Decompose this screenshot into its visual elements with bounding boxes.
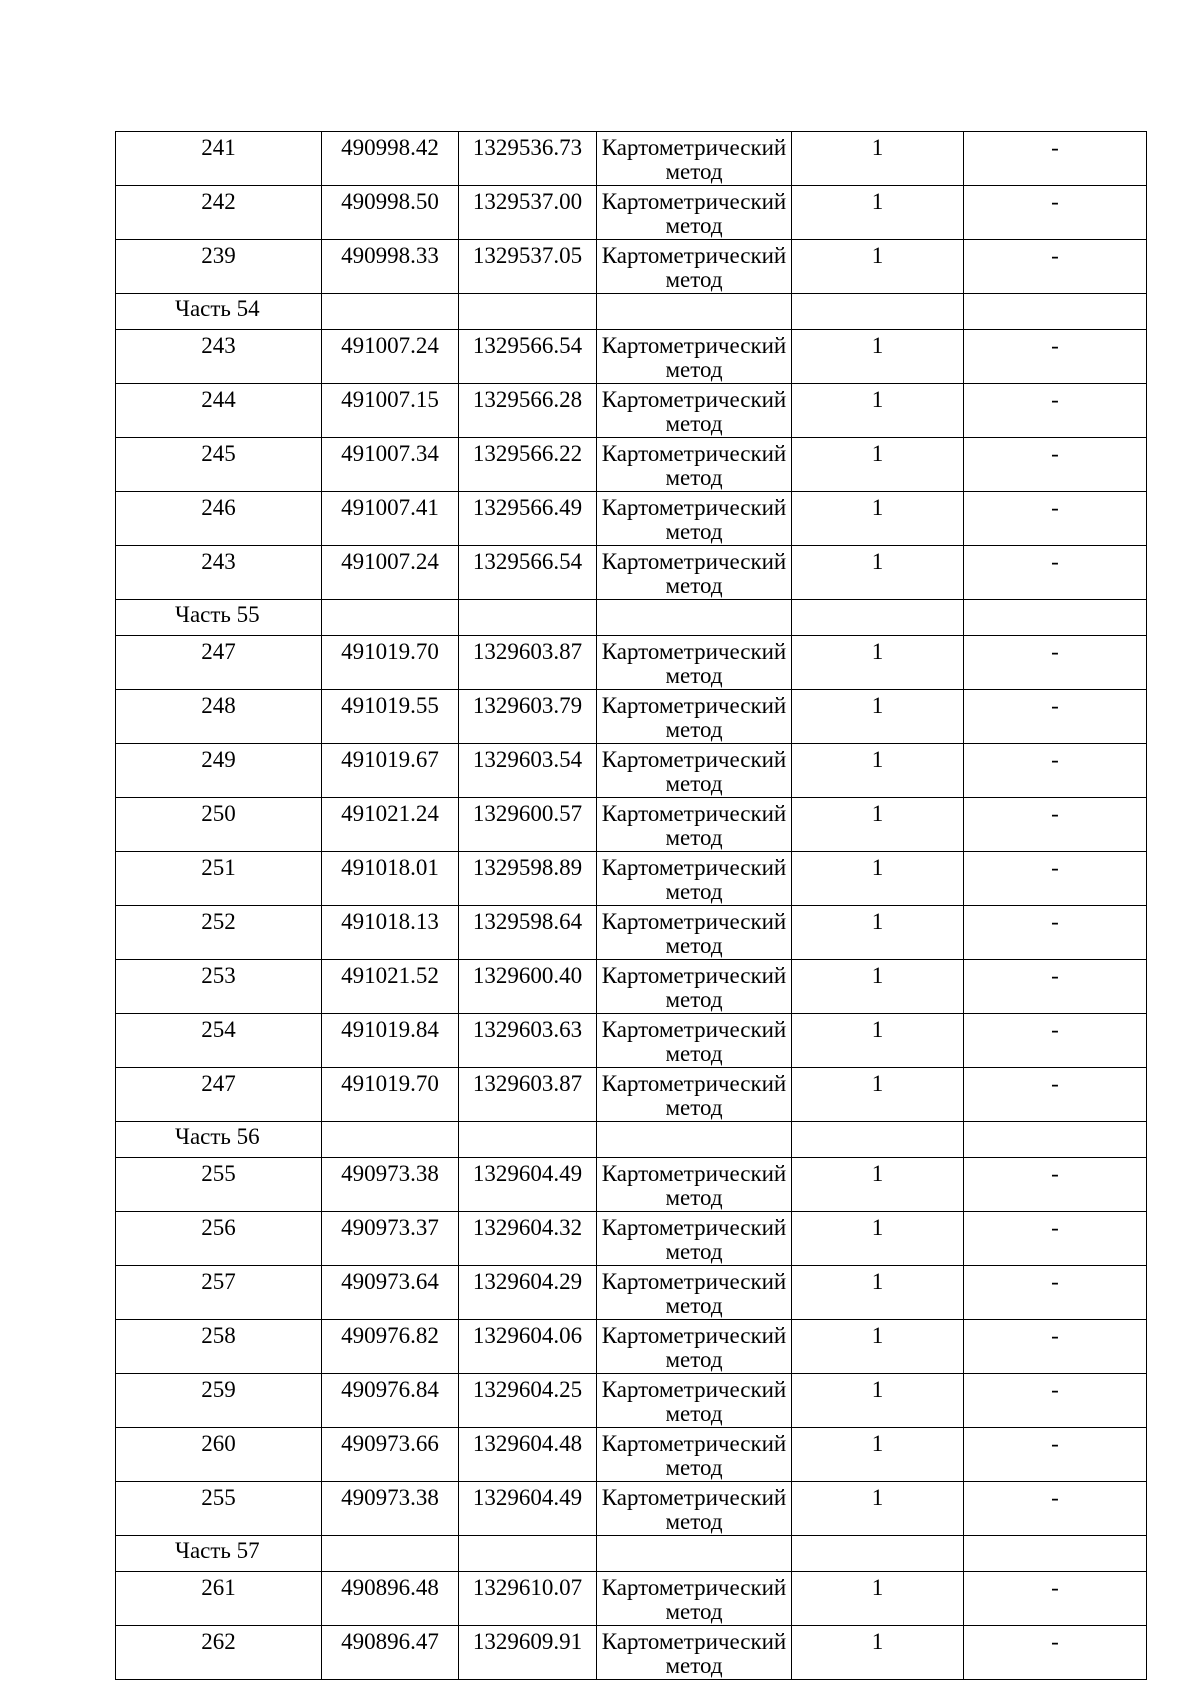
method-line-2: метод	[665, 267, 723, 292]
coordinate-x: 490973.38	[322, 1158, 459, 1212]
method-line-1: Картометрический	[601, 333, 787, 358]
coordinate-y: 1329610.07	[459, 1572, 597, 1626]
note-value: -	[964, 186, 1147, 240]
point-number: 258	[116, 1320, 322, 1374]
point-number: 243	[116, 546, 322, 600]
table-row	[116, 132, 1147, 186]
part-label: Часть 55	[116, 600, 322, 636]
method-cell	[597, 330, 792, 384]
point-number: 249	[116, 744, 322, 798]
point-number: 257	[116, 1266, 322, 1320]
method-line-1: Картометрический	[601, 135, 787, 160]
part-label: Часть 54	[116, 294, 322, 330]
point-number: 252	[116, 906, 322, 960]
table-row	[116, 1158, 1147, 1212]
coordinate-x: 490998.50	[322, 186, 459, 240]
accuracy-value: 1	[792, 1428, 964, 1482]
coordinate-y: 1329604.32	[459, 1212, 597, 1266]
method-line-1: Картометрический	[601, 1377, 787, 1402]
point-number: 247	[116, 636, 322, 690]
table-row	[116, 1320, 1147, 1374]
accuracy-value: 1	[792, 1626, 964, 1680]
coordinate-x: 491007.24	[322, 330, 459, 384]
method-cell	[597, 240, 792, 294]
note-value: -	[964, 1014, 1147, 1068]
method-line-1: Картометрический	[601, 1215, 787, 1240]
empty-cell	[459, 294, 597, 330]
empty-cell	[597, 600, 792, 636]
table-row	[116, 1626, 1147, 1680]
table-row	[116, 744, 1147, 798]
method-cell	[597, 1212, 792, 1266]
point-number: 261	[116, 1572, 322, 1626]
note-value: -	[964, 1572, 1147, 1626]
coordinate-x: 491018.13	[322, 906, 459, 960]
note-value: -	[964, 1068, 1147, 1122]
coordinate-y: 1329537.00	[459, 186, 597, 240]
coordinate-x: 490976.82	[322, 1320, 459, 1374]
coordinate-y: 1329604.29	[459, 1266, 597, 1320]
note-value: -	[964, 798, 1147, 852]
table-row	[116, 330, 1147, 384]
method-line-1: Картометрический	[601, 639, 787, 664]
method-line-1: Картометрический	[601, 441, 787, 466]
point-number: 248	[116, 690, 322, 744]
coordinate-x: 491007.41	[322, 492, 459, 546]
method-cell	[597, 852, 792, 906]
table-row	[116, 1482, 1147, 1536]
method-cell	[597, 1428, 792, 1482]
coordinate-x: 491007.34	[322, 438, 459, 492]
coordinate-y: 1329600.40	[459, 960, 597, 1014]
method-line-1: Картометрический	[601, 1161, 787, 1186]
point-number: 242	[116, 186, 322, 240]
empty-cell	[792, 600, 964, 636]
table-row	[116, 852, 1147, 906]
method-line-1: Картометрический	[601, 1017, 787, 1042]
method-line-1: Картометрический	[601, 1629, 787, 1654]
part-header-row	[116, 294, 1147, 330]
empty-cell	[792, 1536, 964, 1572]
method-cell	[597, 1572, 792, 1626]
coordinates-table-body	[116, 132, 1147, 1680]
part-label: Часть 57	[116, 1536, 322, 1572]
empty-cell	[322, 1122, 459, 1158]
coordinate-x: 490896.48	[322, 1572, 459, 1626]
method-cell	[597, 1626, 792, 1680]
note-value: -	[964, 1374, 1147, 1428]
method-line-1: Картометрический	[601, 1485, 787, 1510]
empty-cell	[792, 294, 964, 330]
empty-cell	[459, 600, 597, 636]
method-line-2: метод	[665, 1599, 723, 1624]
method-cell	[597, 798, 792, 852]
empty-cell	[322, 600, 459, 636]
coordinate-x: 491021.52	[322, 960, 459, 1014]
point-number: 245	[116, 438, 322, 492]
method-cell	[597, 132, 792, 186]
accuracy-value: 1	[792, 1572, 964, 1626]
method-line-1: Картометрический	[601, 963, 787, 988]
accuracy-value: 1	[792, 438, 964, 492]
method-line-2: метод	[665, 519, 723, 544]
method-cell	[597, 384, 792, 438]
note-value: -	[964, 636, 1147, 690]
coordinate-y: 1329566.22	[459, 438, 597, 492]
accuracy-value: 1	[792, 852, 964, 906]
method-line-1: Картометрический	[601, 549, 787, 574]
table-row	[116, 1266, 1147, 1320]
method-line-2: метод	[665, 159, 723, 184]
method-line-1: Картометрический	[601, 387, 787, 412]
point-number: 254	[116, 1014, 322, 1068]
method-cell	[597, 546, 792, 600]
coordinate-y: 1329598.64	[459, 906, 597, 960]
method-line-2: метод	[665, 879, 723, 904]
method-cell	[597, 1320, 792, 1374]
table-row	[116, 1428, 1147, 1482]
note-value: -	[964, 1266, 1147, 1320]
method-line-1: Картометрический	[601, 1431, 787, 1456]
coordinate-x: 490973.66	[322, 1428, 459, 1482]
coordinate-x: 491018.01	[322, 852, 459, 906]
coordinate-y: 1329603.63	[459, 1014, 597, 1068]
part-label: Часть 56	[116, 1122, 322, 1158]
method-cell	[597, 186, 792, 240]
empty-cell	[964, 1122, 1147, 1158]
accuracy-value: 1	[792, 492, 964, 546]
table-row	[116, 546, 1147, 600]
method-line-1: Картометрический	[601, 1071, 787, 1096]
method-cell	[597, 492, 792, 546]
method-line-1: Картометрический	[601, 243, 787, 268]
coordinate-x: 490973.37	[322, 1212, 459, 1266]
accuracy-value: 1	[792, 1266, 964, 1320]
coordinate-x: 491019.84	[322, 1014, 459, 1068]
accuracy-value: 1	[792, 1014, 964, 1068]
table-row	[116, 960, 1147, 1014]
coordinate-y: 1329603.87	[459, 636, 597, 690]
method-cell	[597, 906, 792, 960]
coordinate-y: 1329604.06	[459, 1320, 597, 1374]
method-line-2: метод	[665, 1041, 723, 1066]
note-value: -	[964, 492, 1147, 546]
coordinate-y: 1329604.48	[459, 1428, 597, 1482]
coordinate-y: 1329604.49	[459, 1482, 597, 1536]
coordinate-y: 1329566.54	[459, 330, 597, 384]
coordinate-x: 490976.84	[322, 1374, 459, 1428]
point-number: 243	[116, 330, 322, 384]
part-header-row	[116, 600, 1147, 636]
method-cell	[597, 1158, 792, 1212]
point-number: 241	[116, 132, 322, 186]
accuracy-value: 1	[792, 132, 964, 186]
method-line-1: Картометрический	[601, 1269, 787, 1294]
part-header-row	[116, 1122, 1147, 1158]
coordinate-y: 1329604.25	[459, 1374, 597, 1428]
coordinate-x: 490896.47	[322, 1626, 459, 1680]
empty-cell	[792, 1122, 964, 1158]
note-value: -	[964, 960, 1147, 1014]
note-value: -	[964, 1212, 1147, 1266]
note-value: -	[964, 546, 1147, 600]
part-header-row	[116, 1536, 1147, 1572]
method-cell	[597, 438, 792, 492]
coordinate-y: 1329609.91	[459, 1626, 597, 1680]
accuracy-value: 1	[792, 1212, 964, 1266]
table-row	[116, 1212, 1147, 1266]
accuracy-value: 1	[792, 690, 964, 744]
coordinate-y: 1329566.54	[459, 546, 597, 600]
coordinate-x: 490998.42	[322, 132, 459, 186]
coordinate-y: 1329537.05	[459, 240, 597, 294]
method-line-2: метод	[665, 1293, 723, 1318]
point-number: 251	[116, 852, 322, 906]
coordinate-x: 491007.15	[322, 384, 459, 438]
method-line-2: метод	[665, 1239, 723, 1264]
point-number: 246	[116, 492, 322, 546]
method-cell	[597, 1482, 792, 1536]
method-line-2: метод	[665, 1401, 723, 1426]
table-row	[116, 636, 1147, 690]
method-line-2: метод	[665, 1509, 723, 1534]
coordinate-x: 490998.33	[322, 240, 459, 294]
method-cell	[597, 960, 792, 1014]
method-line-2: метод	[665, 213, 723, 238]
empty-cell	[459, 1122, 597, 1158]
method-line-1: Картометрический	[601, 1323, 787, 1348]
accuracy-value: 1	[792, 744, 964, 798]
method-line-1: Картометрический	[601, 747, 787, 772]
note-value: -	[964, 132, 1147, 186]
method-line-1: Картометрический	[601, 801, 787, 826]
method-cell	[597, 690, 792, 744]
method-line-1: Картометрический	[601, 855, 787, 880]
method-line-2: метод	[665, 771, 723, 796]
accuracy-value: 1	[792, 1320, 964, 1374]
note-value: -	[964, 330, 1147, 384]
coordinate-x: 491019.67	[322, 744, 459, 798]
coordinate-x: 490973.64	[322, 1266, 459, 1320]
empty-cell	[322, 294, 459, 330]
table-row	[116, 690, 1147, 744]
note-value: -	[964, 1626, 1147, 1680]
method-line-1: Картометрический	[601, 693, 787, 718]
table-row	[116, 798, 1147, 852]
note-value: -	[964, 1482, 1147, 1536]
coordinate-y: 1329566.28	[459, 384, 597, 438]
coordinate-y: 1329603.79	[459, 690, 597, 744]
method-cell	[597, 636, 792, 690]
coordinate-y: 1329566.49	[459, 492, 597, 546]
table-row	[116, 1572, 1147, 1626]
table-row	[116, 492, 1147, 546]
table-row	[116, 186, 1147, 240]
method-line-2: метод	[665, 717, 723, 742]
accuracy-value: 1	[792, 1158, 964, 1212]
method-line-2: метод	[665, 663, 723, 688]
note-value: -	[964, 1320, 1147, 1374]
note-value: -	[964, 852, 1147, 906]
note-value: -	[964, 744, 1147, 798]
method-line-2: метод	[665, 1185, 723, 1210]
point-number: 255	[116, 1158, 322, 1212]
note-value: -	[964, 906, 1147, 960]
empty-cell	[964, 294, 1147, 330]
method-line-1: Картометрический	[601, 909, 787, 934]
coordinate-x: 490973.38	[322, 1482, 459, 1536]
point-number: 239	[116, 240, 322, 294]
empty-cell	[597, 1536, 792, 1572]
table-row	[116, 240, 1147, 294]
point-number: 262	[116, 1626, 322, 1680]
method-line-2: метод	[665, 357, 723, 382]
method-cell	[597, 1068, 792, 1122]
accuracy-value: 1	[792, 384, 964, 438]
table-row	[116, 1014, 1147, 1068]
empty-cell	[597, 294, 792, 330]
coordinate-x: 491019.55	[322, 690, 459, 744]
coordinate-x: 491007.24	[322, 546, 459, 600]
coordinate-y: 1329536.73	[459, 132, 597, 186]
method-cell	[597, 1266, 792, 1320]
coordinate-y: 1329603.54	[459, 744, 597, 798]
method-line-2: метод	[665, 987, 723, 1012]
note-value: -	[964, 1158, 1147, 1212]
coordinate-x: 491019.70	[322, 636, 459, 690]
method-line-2: метод	[665, 825, 723, 850]
point-number: 255	[116, 1482, 322, 1536]
empty-cell	[964, 600, 1147, 636]
method-line-2: метод	[665, 411, 723, 436]
point-number: 253	[116, 960, 322, 1014]
point-number: 259	[116, 1374, 322, 1428]
coordinate-x: 491019.70	[322, 1068, 459, 1122]
method-line-2: метод	[665, 465, 723, 490]
method-line-1: Картометрический	[601, 1575, 787, 1600]
accuracy-value: 1	[792, 186, 964, 240]
accuracy-value: 1	[792, 906, 964, 960]
accuracy-value: 1	[792, 1482, 964, 1536]
accuracy-value: 1	[792, 960, 964, 1014]
accuracy-value: 1	[792, 330, 964, 384]
accuracy-value: 1	[792, 798, 964, 852]
point-number: 250	[116, 798, 322, 852]
method-line-1: Картометрический	[601, 495, 787, 520]
method-line-2: метод	[665, 1653, 723, 1678]
table-row	[116, 1068, 1147, 1122]
method-cell	[597, 744, 792, 798]
note-value: -	[964, 1428, 1147, 1482]
coordinates-table	[115, 131, 1147, 1680]
empty-cell	[459, 1536, 597, 1572]
note-value: -	[964, 240, 1147, 294]
point-number: 256	[116, 1212, 322, 1266]
table-row	[116, 906, 1147, 960]
empty-cell	[597, 1122, 792, 1158]
point-number: 244	[116, 384, 322, 438]
accuracy-value: 1	[792, 240, 964, 294]
coordinate-y: 1329598.89	[459, 852, 597, 906]
method-line-2: метод	[665, 933, 723, 958]
method-line-1: Картометрический	[601, 189, 787, 214]
note-value: -	[964, 690, 1147, 744]
empty-cell	[964, 1536, 1147, 1572]
method-line-2: метод	[665, 1455, 723, 1480]
method-cell	[597, 1014, 792, 1068]
accuracy-value: 1	[792, 636, 964, 690]
coordinate-y: 1329604.49	[459, 1158, 597, 1212]
accuracy-value: 1	[792, 546, 964, 600]
table-row	[116, 438, 1147, 492]
coordinate-y: 1329600.57	[459, 798, 597, 852]
method-line-2: метод	[665, 1095, 723, 1120]
point-number: 247	[116, 1068, 322, 1122]
method-cell	[597, 1374, 792, 1428]
coordinate-y: 1329603.87	[459, 1068, 597, 1122]
accuracy-value: 1	[792, 1374, 964, 1428]
note-value: -	[964, 384, 1147, 438]
method-line-2: метод	[665, 1347, 723, 1372]
point-number: 260	[116, 1428, 322, 1482]
note-value: -	[964, 438, 1147, 492]
table-row	[116, 1374, 1147, 1428]
empty-cell	[322, 1536, 459, 1572]
method-line-2: метод	[665, 573, 723, 598]
accuracy-value: 1	[792, 1068, 964, 1122]
coordinate-x: 491021.24	[322, 798, 459, 852]
table-row	[116, 384, 1147, 438]
